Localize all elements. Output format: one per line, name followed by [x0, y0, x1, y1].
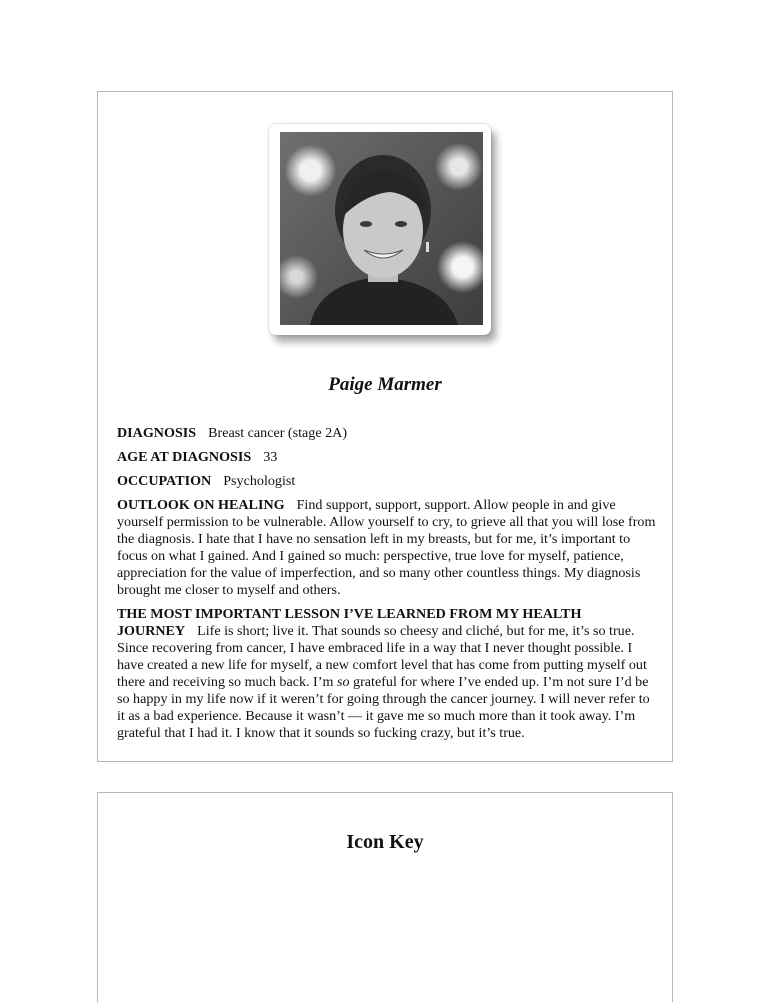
diagnosis-value: Breast cancer (stage 2A) [208, 425, 348, 441]
outlook-paragraph [117, 497, 657, 599]
age-row [117, 449, 657, 466]
portrait-frame [269, 124, 491, 335]
profile-card [97, 91, 673, 762]
person-name: Paige Marmer [328, 374, 442, 395]
icon-key-card [97, 792, 673, 1002]
occupation-value: Psychologist [223, 473, 296, 489]
age-value: 33 [263, 449, 278, 465]
lesson-text-before: Life is short; live it. That sounds so cheesy and cliché, but for me, it’s so true. Since recovering from cancer, I have embraced life in a way that I never thought possible. I have created a new life for myself, a new comfort level that has come from putting myself out there and receiving so much back. I’m [117, 623, 647, 690]
occupation-row [117, 473, 657, 490]
diagnosis-label: DIAGNOSIS [117, 425, 197, 441]
lesson-paragraph [117, 606, 657, 742]
portrait-photo [280, 132, 483, 325]
profile-details [117, 425, 657, 749]
lesson-text-after: grateful for where I’ve ended up. I’m not sure I’d be so happy in my life now if it weren’t for going through the cancer journey. I will never refer to it as a bad experience. Because it wasn’t — it gave me so much more than it took away. I’m grateful that I had it. I know that it sounds so fucking crazy, but it’s true. [117, 674, 650, 741]
portrait-illustration [280, 132, 483, 325]
outlook-label: OUTLOOK ON HEALING [117, 497, 285, 513]
lesson-label: THE MOST IMPORTANT LESSON I’VE LEARNED FROM MY HEALTH JOURNEY [117, 606, 582, 639]
icon-key-heading: Icon Key [346, 831, 424, 853]
diagnosis-row [117, 425, 657, 442]
age-label: AGE AT DIAGNOSIS [117, 449, 252, 465]
outlook-text: Find support, support, support. Allow people in and give yourself permission to be vulnerable. Allow yourself to cry, to grieve all that you will lose from the diagnosis. I hate that I have no sensation left in my breasts, but for me, it’s important to focus on what I gained. And I gained so much: perspective, true love for myself, patience, appreciation for the value of imperfection, and so many other countless things. My diagnosis brought me closer to myself and others. [117, 497, 656, 598]
occupation-label: OCCUPATION [117, 473, 212, 489]
lesson-emphasis: so [336, 674, 350, 690]
